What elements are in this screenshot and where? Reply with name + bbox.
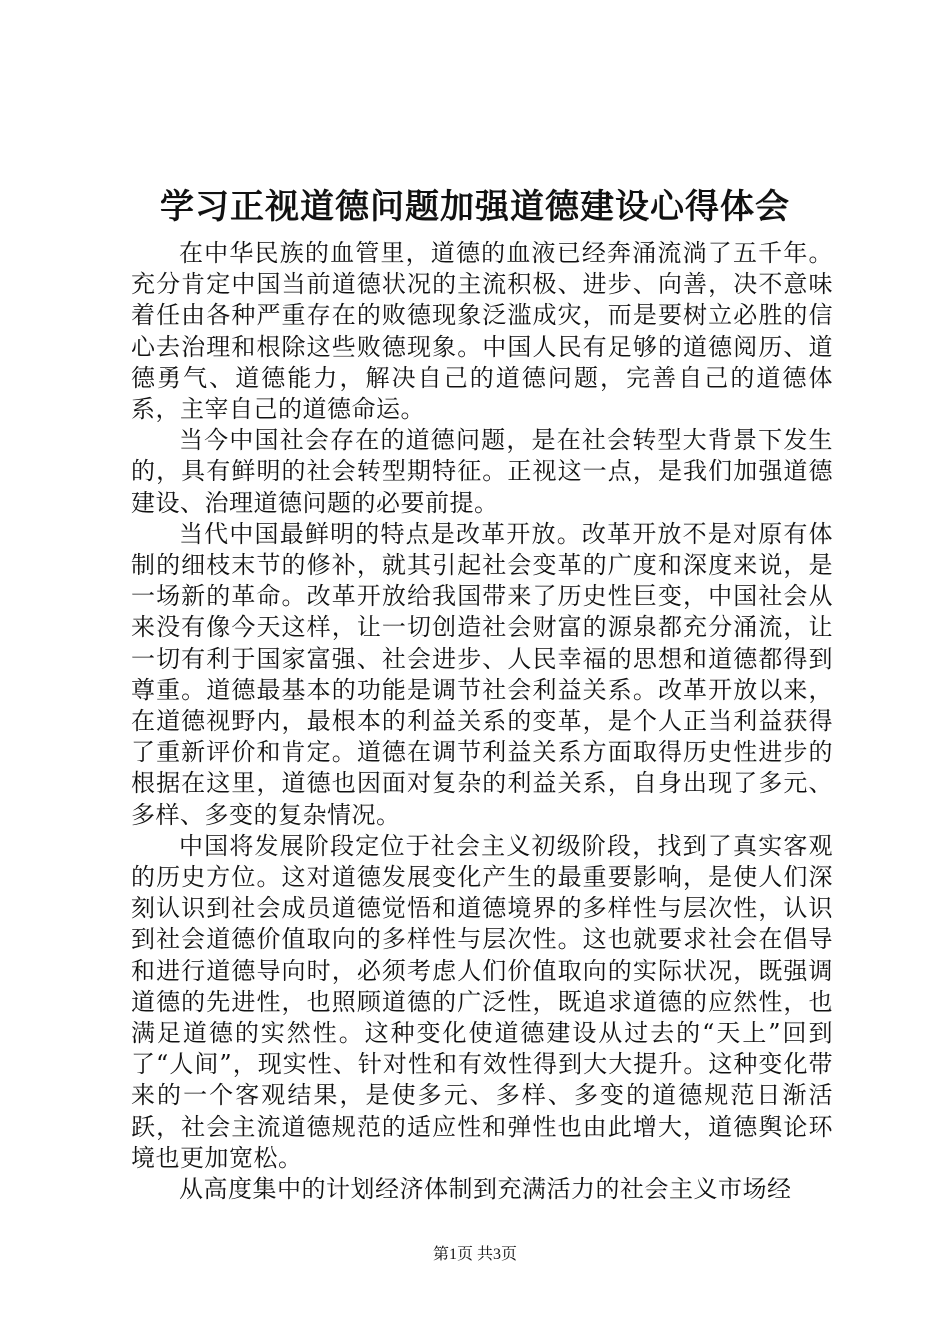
document-title: 学习正视道德问题加强道德建设心得体会 — [160, 187, 790, 227]
paragraph: 当今中国社会存在的道德问题，是在社会转型大背景下发生的，具有鲜明的社会转型期特征。正视这一点，是我们加强道德建设、治理道德问题的必要前提。 — [131, 426, 833, 517]
paragraph: 在中华民族的血管里，道德的血液已经奔涌流淌了五千年。充分肯定中国当前道德状况的主流积极、进步、向善，决不意味着任由各种严重存在的败德现象泛滥成灾，而是要树立必胜的信心去治理和根除这些败德现象。中国人民有足够的道德阅历、道德勇气、道德能力，解决自己的道德问题，完善自己的道德体系，主宰自己的道德命运。 — [131, 239, 833, 424]
document-body — [131, 238, 833, 1205]
paragraph: 中国将发展阶段定位于社会主义初级阶段，找到了真实客观的历史方位。这对道德发展变化产生的最重要影响，是使人们深刻认识到社会成员道德觉悟和道德境界的多样性与层次性，认识到社会道德价值取向的多样性与层次性。这也就要求社会在倡导和进行道德导向时，必须考虑人们价值取向的实际状况，既强调道德的先进性，也照顾道德的广泛性，既追求道德的应然性，也满足道德的实然性。这种变化使道德建设从过去的“天上”回到了“人间”，现实性、针对性和有效性得到大大提升。这种变化带来的一个客观结果，是使多元、多样、多变的道德规范日渐活跃，社会主流道德规范的适应性和弹性也由此增大，道德舆论环境也更加宽松。 — [131, 831, 833, 1172]
page-footer: 第1页 共3页 — [432, 1246, 517, 1263]
paragraph: 当代中国最鲜明的特点是改革开放。改革开放不是对原有体制的细枝末节的修补，就其引起社会变革的广度和深度来说，是一场新的革命。改革开放给我国带来了历史性巨变，中国社会从来没有像今天这样，让一切创造社会财富的源泉都充分涌流，让一切有利于国家富强、社会进步、人民幸福的思想和道德都得到尊重。道德最基本的功能是调节社会利益关系。改革开放以来，在道德视野内，最根本的利益关系的变革，是个人正当利益获得了重新评价和肯定。道德在调节利益关系方面取得历史性进步的根据在这里，道德也因面对复杂的利益关系，自身出现了多元、多样、多变的复杂情况。 — [131, 519, 833, 829]
paragraph: 从高度集中的计划经济体制到充满活力的社会主义市场经 — [179, 1175, 792, 1204]
